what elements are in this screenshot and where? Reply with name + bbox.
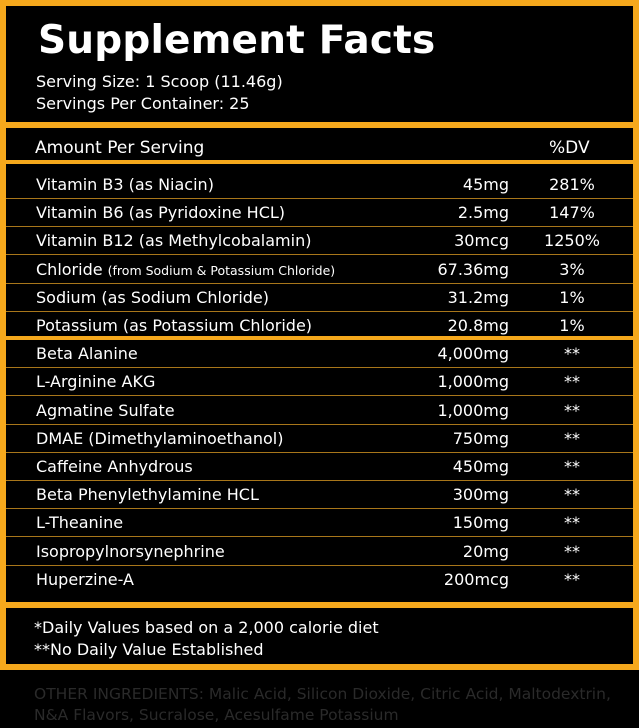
nutrient-name bbox=[36, 316, 312, 335]
nutrient-amount: 200mcg bbox=[443, 569, 509, 589]
nutrient-amount: 20mg bbox=[462, 541, 509, 561]
table-row bbox=[6, 397, 633, 425]
nutrient-dv: 1% bbox=[559, 316, 585, 335]
serving-size: Serving Size: 1 Scoop (11.46g) bbox=[36, 72, 283, 91]
nutrient-dv: ** bbox=[564, 428, 580, 448]
nutrient-amount: 4,000mg bbox=[437, 344, 509, 364]
nutrient-name-main: L-Arginine AKG bbox=[36, 372, 156, 392]
nutrient-name-main: L-Theanine bbox=[36, 513, 124, 533]
nutrient-name bbox=[36, 457, 193, 476]
table-row bbox=[6, 227, 633, 255]
nutrient-amount: 20.8mg bbox=[447, 316, 509, 335]
table-header bbox=[6, 128, 633, 164]
nutrient-name-main: Vitamin B3 (as Niacin) bbox=[36, 175, 214, 194]
nutrient-dv: ** bbox=[564, 457, 580, 476]
nutrient-name-main: DMAE (Dimethylaminoethanol) bbox=[36, 428, 284, 448]
header-box bbox=[6, 6, 633, 122]
nutrient-amount: 1,000mg bbox=[437, 372, 509, 392]
nutrient-name-main: Vitamin B12 (as Methylcobalamin) bbox=[36, 231, 312, 251]
table-row bbox=[6, 199, 633, 227]
nutrient-name-main: Vitamin B6 (as Pyridoxine HCL) bbox=[36, 203, 286, 223]
nutrient-amount: 2.5mg bbox=[457, 203, 509, 223]
column-header-amount: Amount Per Serving bbox=[35, 138, 205, 158]
table-row bbox=[6, 284, 633, 312]
nutrient-name bbox=[36, 231, 311, 250]
table-row bbox=[6, 425, 633, 453]
nutrient-dv: 1% bbox=[559, 287, 585, 307]
table-row bbox=[6, 368, 633, 396]
table-row bbox=[6, 509, 633, 537]
nutrient-amount: 31.2mg bbox=[447, 287, 509, 307]
nutrient-name bbox=[36, 288, 269, 307]
nutrient-name bbox=[36, 401, 175, 420]
nutrient-amount: 150mg bbox=[452, 513, 509, 533]
nutrient-amount: 45mg bbox=[462, 175, 509, 194]
nutrient-dv: ** bbox=[564, 513, 580, 533]
nutrient-dv: 1250% bbox=[544, 231, 600, 251]
table-row bbox=[6, 538, 633, 566]
nutrient-name-source: (from Sodium & Potassium Chloride) bbox=[107, 262, 336, 278]
nutrient-dv: 281% bbox=[549, 175, 595, 194]
nutrient-name-main: Huperzine-A bbox=[36, 569, 134, 589]
table-row bbox=[6, 566, 633, 594]
nutrient-name bbox=[36, 513, 123, 532]
nutrient-name bbox=[36, 175, 214, 194]
table-row bbox=[6, 256, 633, 284]
nutrient-name bbox=[36, 429, 283, 448]
nutrient-amount: 750mg bbox=[452, 428, 509, 448]
nutrient-name bbox=[36, 260, 335, 279]
nutrient-amount: 300mg bbox=[452, 485, 509, 505]
nutrient-name bbox=[36, 344, 138, 363]
nutrient-amount: 450mg bbox=[452, 457, 509, 476]
table-row bbox=[6, 453, 633, 481]
footnotes-box bbox=[6, 608, 633, 664]
nutrient-name bbox=[36, 485, 259, 504]
nutrient-dv: 3% bbox=[559, 259, 585, 279]
nutrient-dv: ** bbox=[564, 344, 580, 364]
nutrient-dv: ** bbox=[564, 485, 580, 505]
nutrient-amount: 1,000mg bbox=[437, 400, 509, 420]
nutrient-name bbox=[36, 570, 134, 589]
table-row bbox=[6, 171, 633, 199]
nutrient-name bbox=[36, 372, 155, 391]
column-header-dv: %DV bbox=[549, 138, 590, 158]
nutrient-name bbox=[36, 542, 225, 561]
table-row bbox=[6, 312, 633, 340]
nutrient-name-main: Agmatine Sulfate bbox=[36, 400, 175, 420]
footnote-daily-values: *Daily Values based on a 2,000 calorie diet bbox=[34, 618, 379, 637]
nutrient-name-main: Chloride bbox=[36, 259, 108, 279]
nutrient-name-main: Sodium (as Sodium Chloride) bbox=[36, 287, 269, 307]
nutrient-dv: 147% bbox=[549, 203, 595, 223]
nutrient-table bbox=[6, 128, 633, 602]
nutrient-amount: 30mcg bbox=[454, 231, 509, 251]
page-title: Supplement Facts bbox=[38, 18, 436, 63]
nutrient-dv: ** bbox=[564, 541, 580, 561]
nutrient-name-main: Beta Alanine bbox=[36, 344, 138, 364]
nutrient-name-main: Caffeine Anhydrous bbox=[36, 457, 193, 476]
other-ingredients: OTHER INGREDIENTS: Malic Acid, Silicon Dioxide, Citric Acid, Maltodextrin, N&A Flavors, Sucralose, Acesulfame Potassium bbox=[34, 685, 611, 724]
table-row bbox=[6, 340, 633, 368]
servings-per-container: Servings Per Container: 25 bbox=[36, 94, 250, 113]
nutrient-name-main: Beta Phenylethylamine HCL bbox=[36, 485, 259, 505]
nutrient-name-main: Potassium (as Potassium Chloride) bbox=[36, 316, 313, 335]
table-row bbox=[6, 481, 633, 509]
nutrient-name bbox=[36, 203, 285, 222]
nutrient-dv: ** bbox=[564, 400, 580, 420]
nutrient-dv: ** bbox=[564, 372, 580, 392]
nutrient-dv: ** bbox=[564, 569, 580, 589]
nutrient-name-main: Isopropylnorsynephrine bbox=[36, 541, 225, 561]
nutrient-amount: 67.36mg bbox=[437, 259, 509, 279]
footnote-no-dv: **No Daily Value Established bbox=[34, 640, 264, 659]
